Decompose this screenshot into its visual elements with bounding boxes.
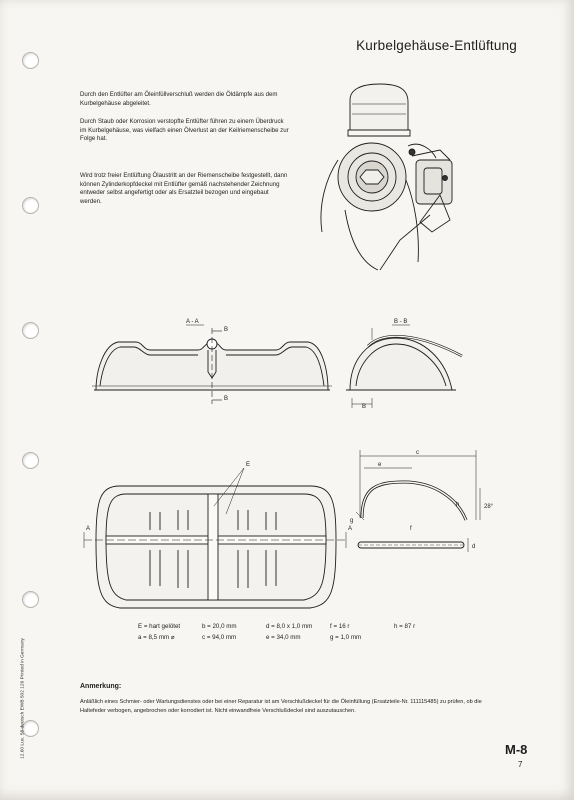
legend-item: E = hart gelötet xyxy=(138,623,181,630)
intro-paragraph: Durch den Entlüfter am Öleinfüllverschluß werden die Öldämpfe aus dem Kurbelgehäuse abgeleitet. xyxy=(80,91,278,107)
legend-item: b = 20,0 mm xyxy=(202,623,237,630)
dimension-legend xyxy=(138,621,458,643)
dim-label-g: g xyxy=(350,518,354,524)
note-heading: Anmerkung: xyxy=(80,683,122,690)
section-bb-label: B - B xyxy=(394,319,408,325)
dim-label-angle: 28° xyxy=(484,504,494,510)
dim-label-c: c xyxy=(416,450,419,456)
legend-item: e = 34,0 mm xyxy=(266,634,301,641)
legend-item: f = 16 r xyxy=(330,623,350,630)
section-b-marker: B xyxy=(224,396,229,402)
plan-view-drawing xyxy=(84,468,346,608)
legend-item: g = 1,0 mm xyxy=(330,634,362,641)
section-b-marker: B xyxy=(224,327,229,333)
section-a-marker: A xyxy=(86,526,91,532)
page-number: 7 xyxy=(518,760,523,769)
dim-label-b: B xyxy=(362,404,367,410)
breather-tube-drawing xyxy=(356,450,480,552)
print-imprint: 12.60 Lux. 58 deutsch EWB 502 126 Printed in Germany xyxy=(20,638,26,759)
page-code: M-8 xyxy=(505,742,528,757)
intro-paragraph: Durch Staub oder Korrosion verstopfte Entlüfter führen zu einem Überdruck im Kurbelgehäuse, was vielfach einen Ölverlust an der Keilriemenscheibe zur Folge hat. xyxy=(80,118,289,143)
legend-item: a = 8,5 mm ⌀ xyxy=(138,634,175,641)
section-bb-drawing xyxy=(346,325,462,408)
dim-label-e: e xyxy=(378,462,382,468)
legend-item: d = 8,0 x 1,0 mm xyxy=(266,623,313,630)
dim-label-d: d xyxy=(472,544,476,550)
intro-paragraph: Wird trotz freier Entlüftung Ölaustritt an der Riemenscheibe festgestellt, dann können Zylinderkopfdeckel mit Entlüfter gemäß nachstehender Zeichnung entweder selbst angefertigt oder als Ersatzteil bezogen und eingebaut werden. xyxy=(80,172,288,206)
dim-label-f: f xyxy=(410,526,412,532)
section-aa-drawing xyxy=(92,325,332,404)
brazed-marker: E xyxy=(246,462,251,468)
section-aa-label: A - A xyxy=(186,319,199,325)
legend-item: h = 87 r xyxy=(394,623,416,630)
legend-row xyxy=(138,621,458,632)
note-text: Anläßlich eines Schmier- oder Wartungsdienstes oder bei einer Reparatur ist am Verschlußdeckel für die Öleinfüllung (Ersatzteile-Nr. 111115485) zu prüfen, ob die Haltefeder verbogen, angebrochen oder korrodiert ist. Nicht einwandfreie Verschlußdeckel sind auszutauschen. xyxy=(80,699,482,714)
section-a-marker: A xyxy=(348,526,353,532)
engine-illustration xyxy=(321,84,452,270)
legend-item xyxy=(394,632,458,643)
legend-item: c = 94,0 mm xyxy=(202,634,237,641)
dim-label-h: h xyxy=(456,502,460,508)
page-title: Kurbelgehäuse-Entlüftung xyxy=(356,38,517,53)
legend-row xyxy=(138,632,458,643)
